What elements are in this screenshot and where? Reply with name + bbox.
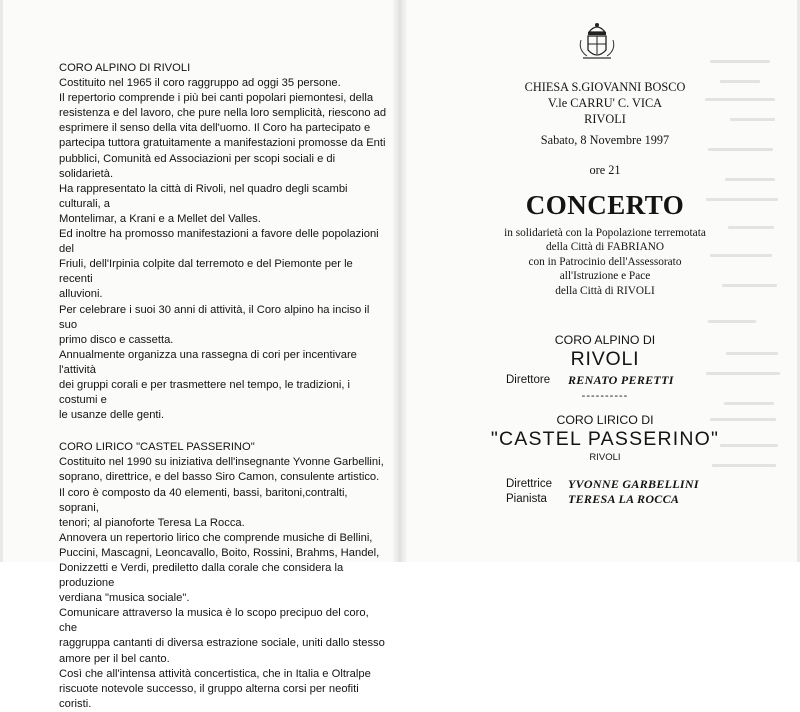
section1-line: primo disco e cassetta. — [59, 333, 174, 346]
church-name: CHIESA S.GIOVANNI BOSCO — [524, 80, 686, 94]
choir2-city: RIVOLI — [589, 452, 621, 463]
solidarity-line: con in Patrocinio dell'Assessorato — [528, 255, 682, 268]
solidarity-line: in solidarietà con la Popolazione terremotata — [504, 227, 706, 239]
section1-line: Ha rappresentato la città di Rivoli, nel quadro degli scambi culturali, a — [59, 182, 348, 210]
right-page — [410, 0, 800, 562]
section1-line: pubblici, Comunità ed Associazioni per scopi sociali e di solidarietà. — [59, 152, 336, 180]
section1-line: resistenza e del lavoro, che pure nella loro semplicità, riescono ad — [59, 107, 387, 120]
concert-title: CONCERTO — [525, 190, 685, 220]
section1-line: Annualmente organizza una rassegna di cori per incentivare l'attività — [59, 348, 357, 376]
section2-line: Annovera un repertorio lirico che comprende musiche di Bellini, — [59, 531, 373, 544]
church-city: RIVOLI — [584, 112, 626, 126]
left-page — [59, 61, 389, 712]
section2-line: Così che all'intensa attività concertistica, che in Italia e Oltralpe — [59, 667, 371, 680]
church-address — [410, 79, 800, 127]
solidarity-line: della Città di RIVOLI — [555, 284, 655, 297]
section1-line: dei gruppi corali e per trasmettere nel tempo, le tradizioni, i costumi e — [59, 378, 351, 407]
event-time: ore 21 — [589, 163, 621, 177]
solidarity-text — [410, 226, 800, 298]
section1-line: esprimere il senso della vita dell'uomo. Il Coro ha partecipato e — [59, 122, 371, 135]
section1-line: Montelimar, a Krani e a Mellet del Valles. — [59, 212, 261, 225]
choir2-role-director: Direttrice — [506, 478, 553, 490]
section2-line: Il coro è composto da 40 elementi, bassi, baritoni,contralti, soprani, — [59, 486, 348, 514]
center-fold — [393, 0, 407, 562]
section1-body — [59, 76, 389, 423]
section1-line: alluvioni. — [59, 288, 103, 301]
section2-line: raggruppa cantanti di diversa estrazione sociale, uniti dallo stesso — [59, 637, 385, 650]
section2-line: Donizzetti e Verdi, prediletto dalla corale che considera la produzione — [59, 562, 344, 590]
section1-line: Ed inoltre ha promosso manifestazioni a favore delle popolazioni del — [59, 228, 379, 256]
section1-line: partecipa tuttora gratuitamente a manifestazioni promosse da Enti — [59, 137, 386, 150]
choir2-name: "CASTEL PASSERINO" — [490, 428, 720, 450]
choir1-city: RIVOLI — [570, 348, 640, 370]
section1-line: Per celebrare i suoi 30 anni di attività, il Coro alpino ha inciso il suo — [59, 303, 370, 331]
section2-line: soprano, direttrice, e del basso Siro Camon, consulente artistico. — [59, 471, 380, 484]
section1-line: Friuli, dell'Irpinia colpite dal terremoto e del Piemonte per le recenti — [59, 258, 353, 286]
section-gap — [59, 423, 389, 440]
section2-line: amore per il bel canto. — [59, 652, 170, 665]
choir1-label: CORO ALPINO DI — [554, 333, 656, 347]
section2-line: tenori; al pianoforte Teresa La Rocca. — [59, 516, 245, 529]
separator: ---------- — [581, 390, 629, 402]
choir2-director: YVONNE GARBELLINI — [568, 477, 699, 491]
section2-line: Costituito nel 1990 su iniziativa dell'insegnante Yvonne Garbellini, — [59, 456, 384, 469]
choir2-role-pianist: Pianista — [506, 493, 547, 505]
section1-line: le usanze delle genti. — [59, 409, 165, 422]
left-edge — [0, 0, 3, 562]
section2-body — [59, 455, 389, 712]
choir1-director: RENATO PERETTI — [568, 373, 674, 387]
solidarity-line: all'Istruzione e Pace — [559, 270, 651, 283]
church-street: V.le CARRU' C. VICA — [547, 96, 663, 110]
section2-line: riscuote notevole successo, il gruppo alterna corsi per neofiti coristi. — [59, 682, 359, 710]
section1-line: Il repertorio comprende i più bei canti popolari piemontesi, della — [59, 92, 374, 105]
section1-line: Costituito nel 1965 il coro raggruppo ad oggi 35 persone. — [59, 77, 341, 90]
section2-line: Comunicare attraverso la musica è lo scopo precipuo del coro, che — [59, 607, 369, 635]
section2-line: Puccini, Mascagni, Leoncavallo, Boito, Rossini, Brahms, Handel, — [59, 546, 380, 559]
solidarity-line: della Città di FABRIANO — [545, 241, 665, 254]
choir2-label: CORO LIRICO DI — [556, 413, 654, 427]
choir1-role: Direttore — [506, 374, 551, 386]
event-date: Sabato, 8 Novembre 1997 — [540, 133, 670, 147]
section2-heading: CORO LIRICO "CASTEL PASSERINO" — [59, 441, 255, 454]
church-crest-icon — [575, 20, 619, 64]
section1-heading: CORO ALPINO DI RIVOLI — [59, 62, 191, 74]
choir2-pianist: TERESA LA ROCCA — [568, 492, 680, 506]
section2-line: verdiana "musica sociale". — [59, 592, 190, 605]
